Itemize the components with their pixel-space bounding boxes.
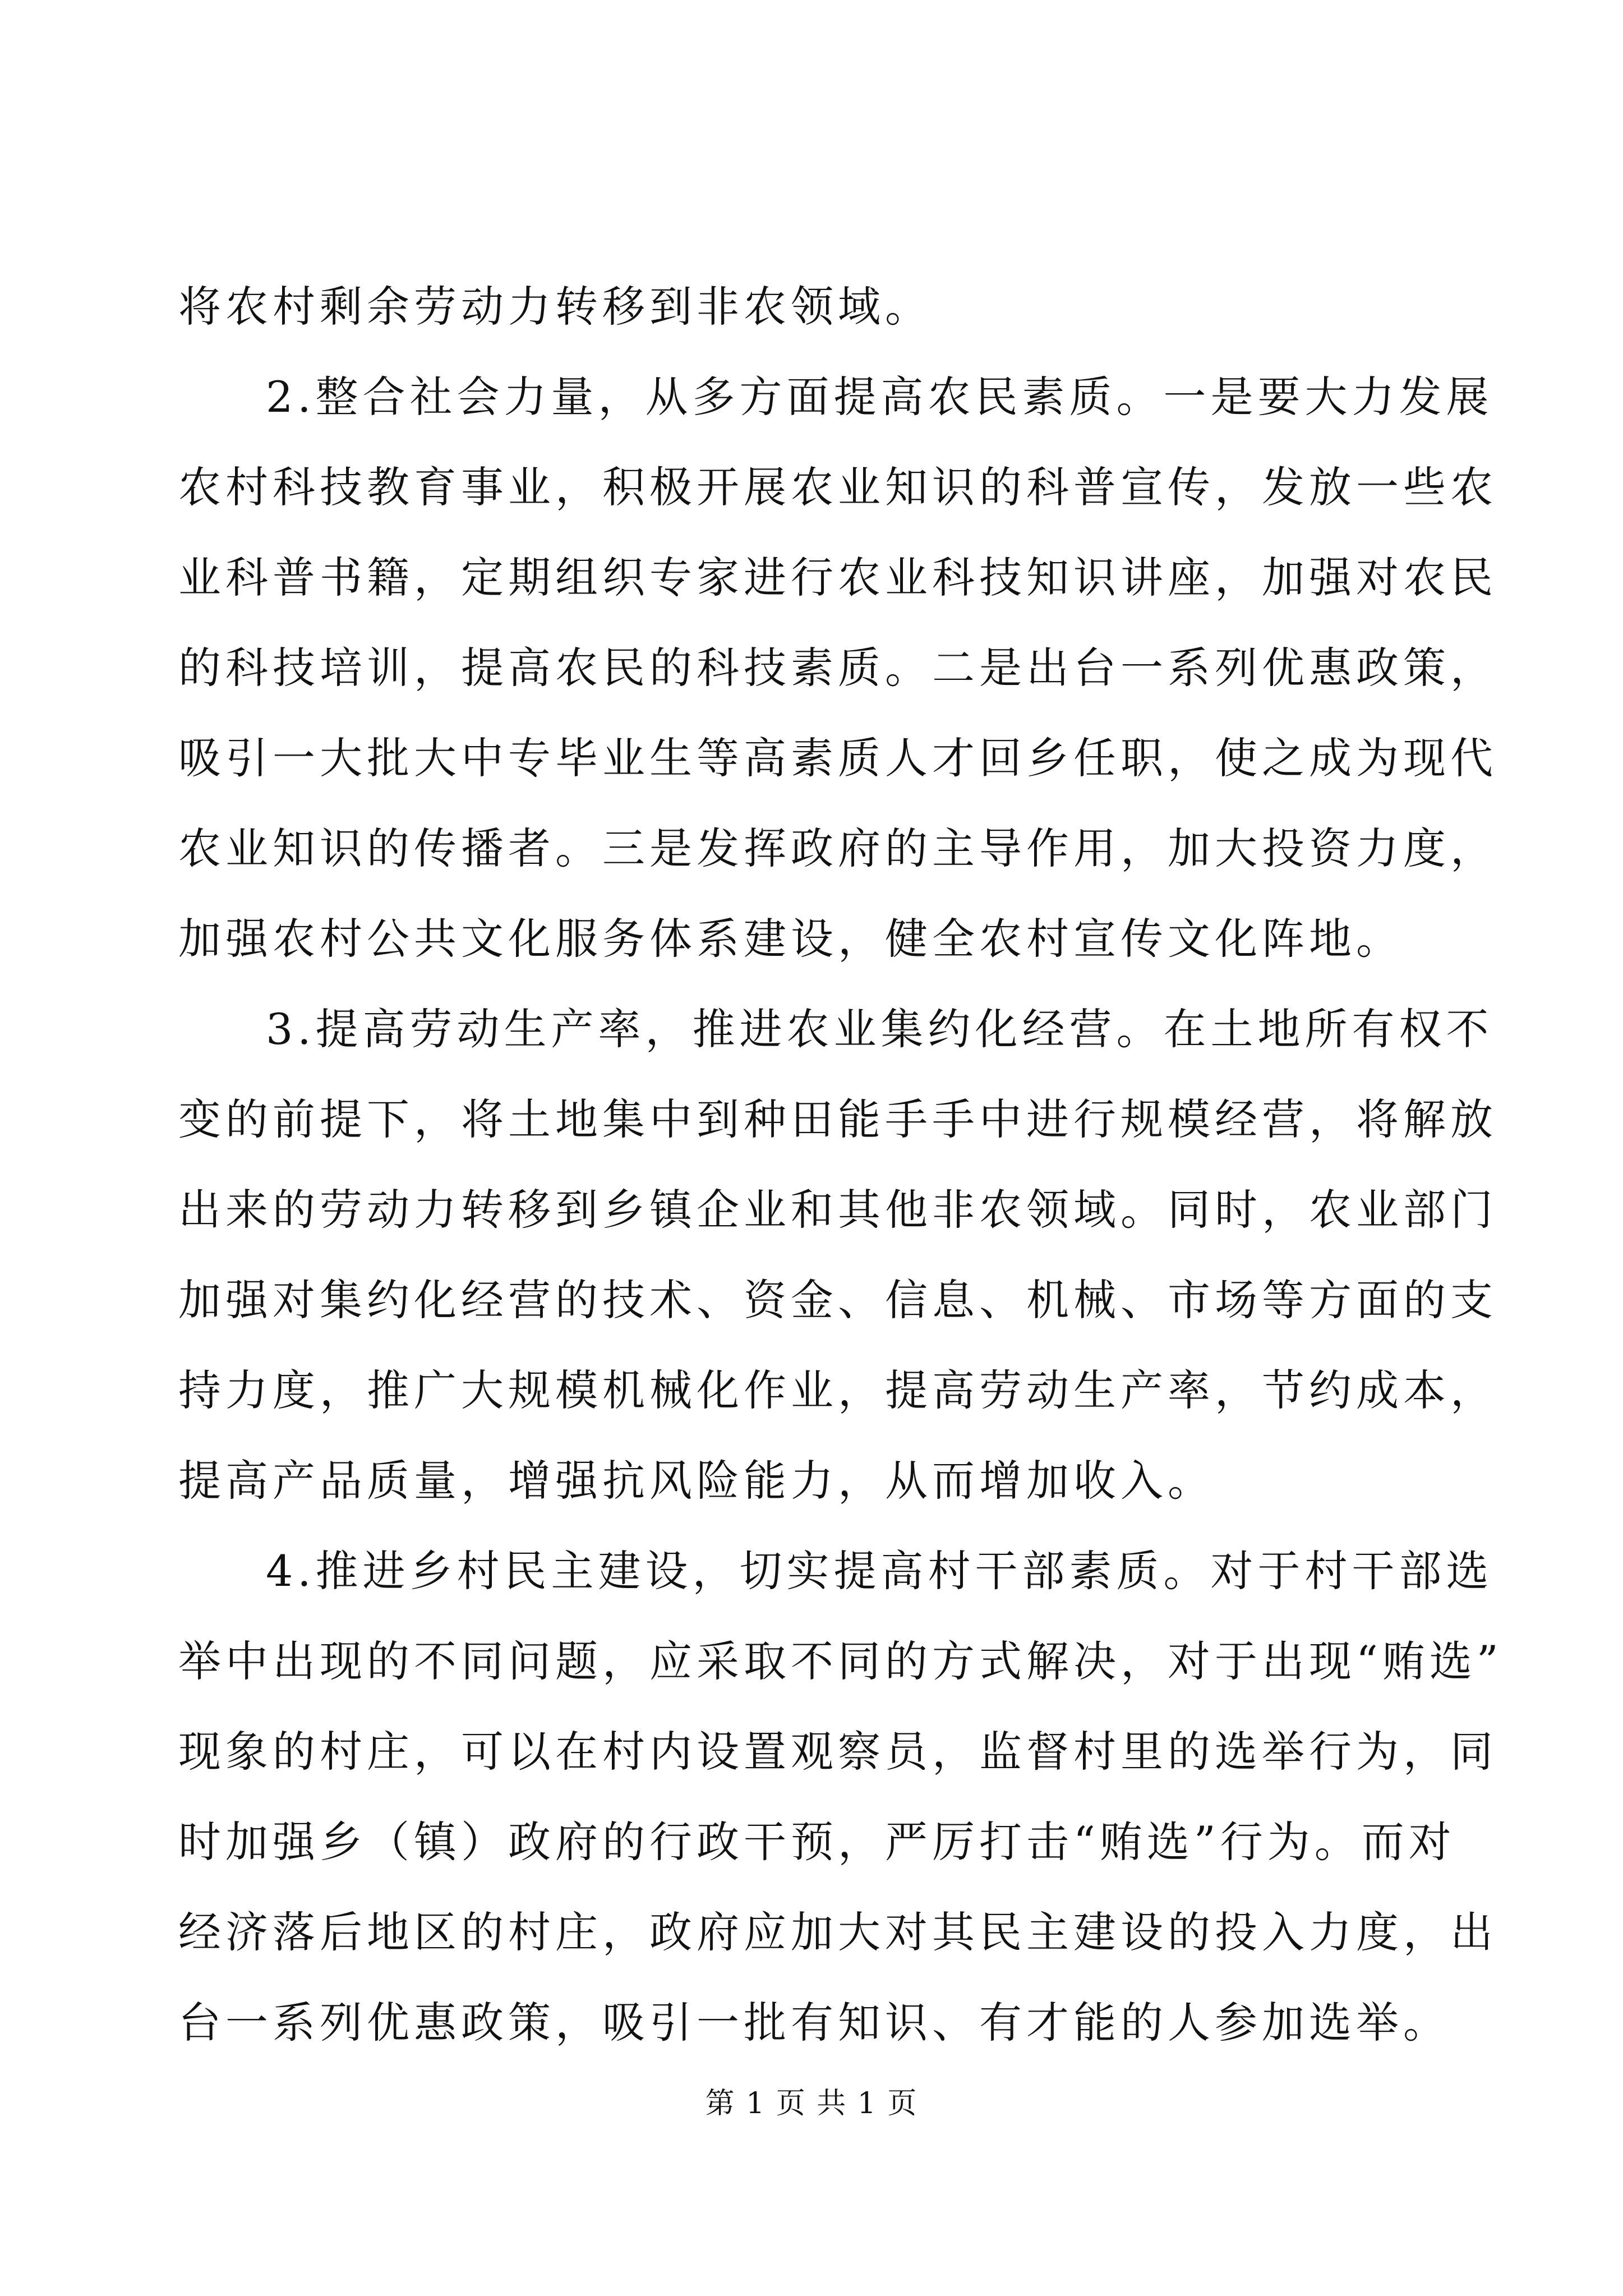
text-line: 举中出现的不同问题，应采取不同的方式解决，对于出现“贿选” bbox=[178, 1636, 1503, 1686]
text-line: 农村科技教育事业，积极开展农业知识的科普宣传，发放一些农 bbox=[178, 462, 1497, 512]
text-line: 吸引一大批大中专毕业生等高素质人才回乡任职，使之成为现代 bbox=[178, 733, 1497, 783]
text-line: 经济落后地区的村庄，政府应加大对其民主建设的投入力度，出 bbox=[178, 1907, 1497, 1957]
text-line: 现象的村庄，可以在村内设置观察员，监督村里的选举行为，同 bbox=[178, 1727, 1497, 1777]
page-footer: 第 1 页 共 1 页 bbox=[705, 2087, 918, 2120]
text-line: 提高产品质量，增强抗风险能力，从而增加收入。 bbox=[178, 1456, 1215, 1506]
text-line: 业科普书籍，定期组织专家进行农业科技知识讲座，加强对农民 bbox=[178, 553, 1497, 602]
text-line: 台一系列优惠政策，吸引一批有知识、有才能的人参加选举。 bbox=[178, 1998, 1450, 2047]
document-body bbox=[178, 261, 1503, 2068]
text-line: 农业知识的传播者。三是发挥政府的主导作用，加大投资力度， bbox=[178, 823, 1497, 873]
text-line: 2.整合社会力量，从多方面提高农民素质。一是要大力发展 bbox=[266, 372, 1493, 422]
text-line: 3.提高劳动生产率，推进农业集约化经营。在土地所有权不 bbox=[266, 1004, 1493, 1054]
text-line: 时加强乡（镇）政府的行政干预，严厉打击“贿选”行为。而对 bbox=[178, 1817, 1456, 1867]
text-line: 出来的劳动力转移到乡镇企业和其他非农领域。同时，农业部门 bbox=[178, 1185, 1497, 1235]
text-line: 的科技培训，提高农民的科技素质。二是出台一系列优惠政策， bbox=[178, 643, 1497, 693]
text-line: 加强对集约化经营的技术、资金、信息、机械、市场等方面的支 bbox=[178, 1275, 1497, 1325]
text-line: 加强农村公共文化服务体系建设，健全农村宣传文化阵地。 bbox=[178, 914, 1403, 964]
text-line: 持力度，推广大规模机械化作业，提高劳动生产率，节约成本， bbox=[178, 1365, 1497, 1415]
text-line: 变的前提下，将土地集中到种田能手手中进行规模经营，将解放 bbox=[178, 1094, 1497, 1144]
text-line: 4.推进乡村民主建设，切实提高村干部素质。对于村干部选 bbox=[266, 1546, 1493, 1596]
text-line: 将农村剩余劳动力转移到非农领域。 bbox=[178, 282, 932, 332]
